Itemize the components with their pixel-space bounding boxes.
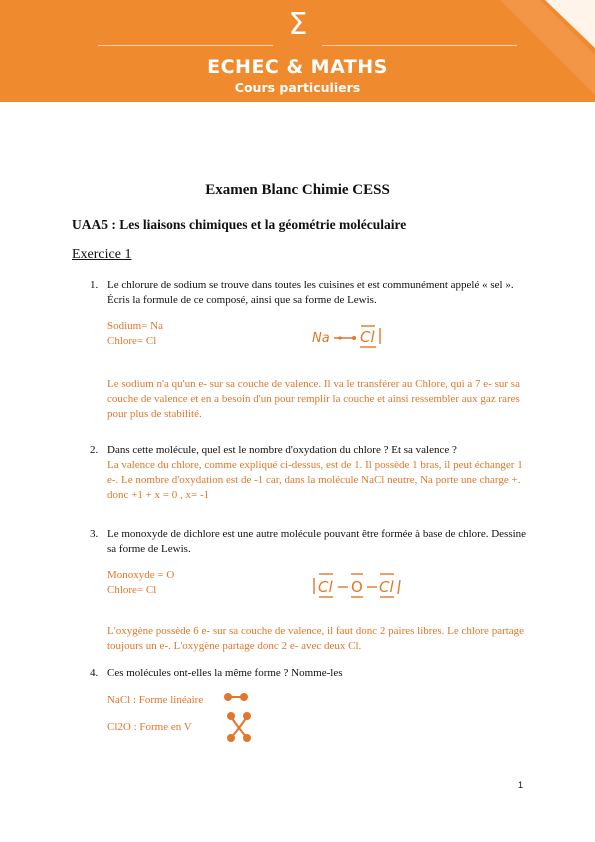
answer-3-paragraph: L'oxygène possède 6 e- sur sa couche de valence, il faut donc 2 paires libres. Le chlore partage toujours un e-. L'oxygène partage donc 2 e- avec deux Cl. <box>107 625 525 652</box>
answer-4-line-2: Cl2O : Forme en V <box>107 721 192 733</box>
answer-3-line-1: Monoxyde = O <box>107 569 175 581</box>
sigma-logo-icon: Σ <box>288 7 308 42</box>
cl2o-lewis-drawing <box>312 568 412 602</box>
question-number: 1. <box>90 279 99 291</box>
cl-symbol: Cl <box>360 328 375 346</box>
question-text: Dans cette molécule, quel est le nombre d'oxydation du chlore ? Et sa valence ? <box>107 444 457 456</box>
answer-1-line-1: Sodium= Na <box>107 320 164 332</box>
answer-1-paragraph: Le sodium n'a qu'un e- sur sa couche de valence. Il va le transférer au Chlore, qui a 7 e- sur sa couche de valence et en a besoin d'un pour remplir la couche et ainsi ressembler aux gaz rares pour plus de stabilité. <box>107 378 520 420</box>
cl-left-symbol: Cl <box>318 578 333 596</box>
header-rule-right <box>322 45 517 46</box>
question-text: Ces molécules ont-elles la même forme ? Nomme-les <box>107 667 343 679</box>
question-number: 4. <box>90 667 99 679</box>
page-number: 1 <box>518 780 524 790</box>
question-number: 2. <box>90 444 99 456</box>
linear-molecule-icon <box>222 689 252 705</box>
na-symbol: Na <box>312 331 330 346</box>
header-rule-left <box>98 45 273 46</box>
answer-1-line-2: Chlore= Cl <box>107 335 157 347</box>
question-text: Le chlorure de sodium se trouve dans toutes les cuisines et est communément appelé « sel ». Écris la formule de ce composé, ainsi que sa forme de Lewis. <box>107 279 514 306</box>
brand-name: ECHEC & MATHS <box>207 56 388 78</box>
brand-tagline: Cours particuliers <box>234 80 361 95</box>
answer-4-line-1: NaCl : Forme linéaire <box>107 694 204 706</box>
o-symbol: O <box>351 578 363 596</box>
cl-right-symbol: Cl <box>379 578 394 596</box>
question-number: 3. <box>90 528 99 540</box>
v-shape-molecule-icon <box>224 710 254 744</box>
header-banner <box>0 0 595 102</box>
nacl-lewis-drawing <box>312 320 392 352</box>
page-subtitle: UAA5 : Les liaisons chimiques et la géométrie moléculaire <box>72 217 407 232</box>
answer-2-paragraph: La valence du chlore, comme expliqué ci-dessus, est de 1. Il possède 1 bras, il peut échanger 1 e-. Le nombre d'oxydation est de -1 car, dans la molécule NaCl neutre, Na porte une charge +. donc +1 + x = 0 , x= -1 <box>107 459 523 501</box>
answer-3-line-2: Chlore= Cl <box>107 584 157 596</box>
exercise-heading: Exercice 1 <box>72 247 132 262</box>
question-text: Le monoxyde de dichlore est une autre molécule pouvant être formée à base de chlore. Dessine sa forme de Lewis. <box>107 528 527 555</box>
page-title: Examen Blanc Chimie CESS <box>205 182 390 198</box>
